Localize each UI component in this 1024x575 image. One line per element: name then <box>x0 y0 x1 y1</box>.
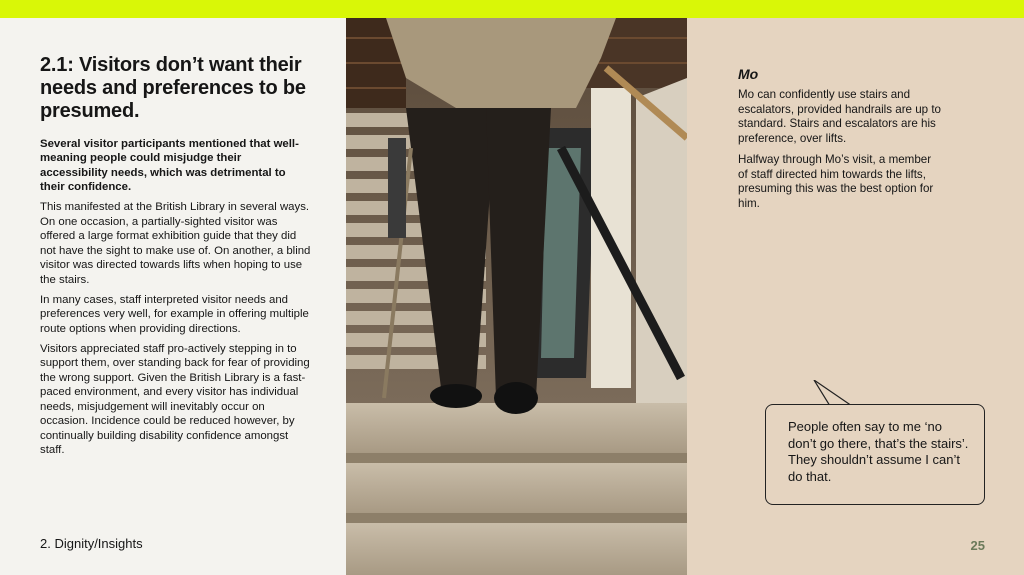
persona-paragraph: Mo can confidently use stairs and escalators, provided handrails are up to standard. Stairs and escalators are his preference, over lifts. <box>738 88 942 146</box>
persona-quote: People often say to me ‘no don’t go there, that’s the stairs’. They shouldn’t assume I can’t do that. <box>788 419 969 484</box>
body-paragraph: In many cases, staff interpreted visitor needs and preferences very well, for example in offering multiple route options when providing directions. <box>40 293 309 335</box>
accent-bar <box>0 0 1024 18</box>
stairs-photo <box>346 18 687 575</box>
body-paragraph: Visitors appreciated staff pro-actively stepping in to support them, over standing back for fear of providing the wrong support. Given the British Library is a fast-paced environment, and every visitor has individual needs, misjudgement will inevitably occur on occasion. Incidence could be reduced however, by continually building disability confidence amongst staff. <box>40 342 310 457</box>
page-title: 2.1: Visitors don’t want their needs and preferences to be presumed. <box>40 54 306 122</box>
lead-paragraph: Several visitor participants mentioned that well-meaning people could misjudge their accessibility needs, which was detrimental to their confidence. <box>40 138 299 194</box>
persona-panel <box>687 18 1024 575</box>
persona-name: Mo <box>738 66 759 82</box>
persona-story <box>738 88 943 218</box>
page-number: 25 <box>970 538 985 553</box>
quote-bubble <box>765 404 985 505</box>
body-paragraph: This manifested at the British Library in several ways. On one occasion, a partially-sighted visitor was offered a large format exhibition guide that they did not have the sight to make use of. On another, a blind visitor was directed towards lifts when hoping to use the stairs. <box>40 201 311 286</box>
insight-panel <box>0 18 346 575</box>
section-label: 2. Dignity/Insights <box>40 536 143 551</box>
persona-paragraph: Halfway through Mo’s visit, a member of staff directed him towards the lifts, presuming this was the best option for him. <box>738 152 934 211</box>
insight-body <box>40 137 312 463</box>
speech-bubble-tail <box>812 380 856 406</box>
stairs-photo-illustration <box>346 18 687 575</box>
